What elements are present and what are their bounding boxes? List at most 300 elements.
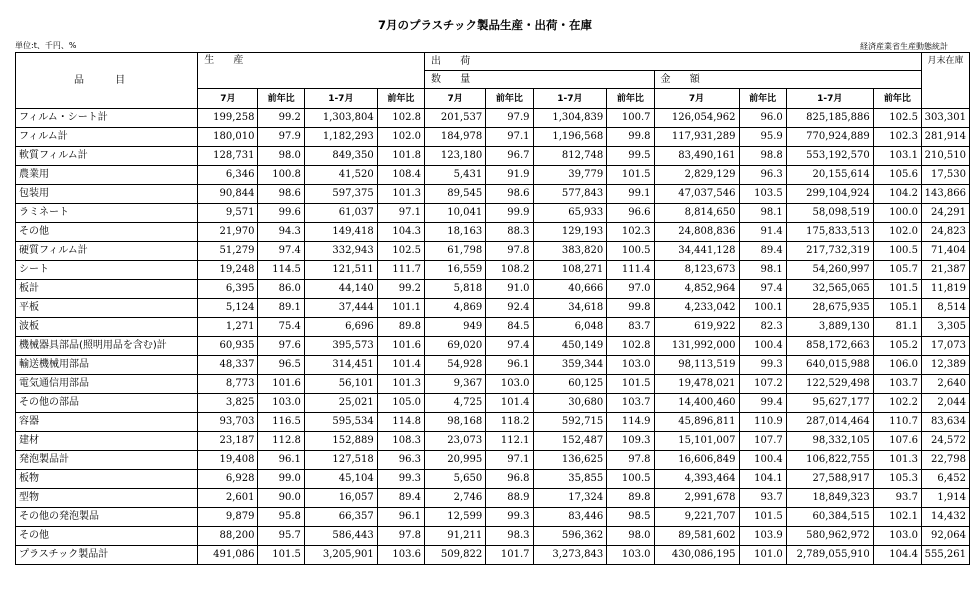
table-cell: 101.0 — [739, 546, 786, 565]
table-cell: 102.0 — [377, 128, 424, 147]
table-cell: 217,732,319 — [786, 242, 873, 261]
table-cell: 98.6 — [258, 185, 304, 204]
row-item-name: 農業用 — [16, 166, 198, 185]
table-row — [16, 147, 970, 166]
table-cell: 93,703 — [198, 413, 258, 432]
table-row — [16, 451, 970, 470]
table-cell: 89.8 — [377, 318, 424, 337]
table-cell: 175,833,513 — [786, 223, 873, 242]
table-cell: 103.0 — [873, 527, 921, 546]
table-cell: 99.3 — [486, 508, 533, 527]
table-cell: 103.0 — [486, 375, 533, 394]
table-cell: 17,530 — [921, 166, 969, 185]
table-cell: 60,125 — [533, 375, 607, 394]
table-cell: 11,819 — [921, 280, 969, 299]
table-cell: 6,395 — [198, 280, 258, 299]
page-title: 7月のプラスチック製品生産・出荷・在庫 — [377, 18, 593, 32]
table-cell: 98.1 — [739, 261, 786, 280]
table-cell: 99.8 — [607, 128, 654, 147]
table-cell: 20,995 — [425, 451, 486, 470]
table-cell: 450,149 — [533, 337, 607, 356]
table-cell: 6,696 — [304, 318, 377, 337]
table-cell: 98.0 — [607, 527, 654, 546]
table-cell: 108.2 — [486, 261, 533, 280]
table-cell: 5,431 — [425, 166, 486, 185]
table-cell: 201,537 — [425, 109, 486, 128]
header-yoy: 前年比 — [377, 89, 424, 109]
header-shipment: 出 荷 — [425, 53, 922, 71]
table-row — [16, 185, 970, 204]
table-cell: 105.2 — [873, 337, 921, 356]
table-cell: 98,113,519 — [654, 356, 739, 375]
table-cell: 75.4 — [258, 318, 304, 337]
table-cell: 108,271 — [533, 261, 607, 280]
table-cell: 3,889,130 — [786, 318, 873, 337]
row-item-name: フィルム・シート計 — [16, 109, 198, 128]
header-inventory: 月末在庫 — [921, 53, 969, 109]
table-cell: 101.6 — [377, 337, 424, 356]
table-cell: 98.1 — [739, 204, 786, 223]
table-cell: 99.8 — [607, 299, 654, 318]
table-cell: 101.5 — [607, 375, 654, 394]
table-cell: 825,185,886 — [786, 109, 873, 128]
table-cell: 19,478,021 — [654, 375, 739, 394]
table-cell: 101.5 — [739, 508, 786, 527]
table-cell: 34,618 — [533, 299, 607, 318]
table-cell: 95.8 — [258, 508, 304, 527]
row-item-name: 板物 — [16, 470, 198, 489]
table-cell: 65,933 — [533, 204, 607, 223]
table-cell: 1,271 — [198, 318, 258, 337]
table-row — [16, 280, 970, 299]
table-cell: 89.4 — [739, 242, 786, 261]
table-cell: 99.3 — [377, 470, 424, 489]
table-cell: 98.3 — [486, 527, 533, 546]
table-cell: 595,534 — [304, 413, 377, 432]
table-cell: 91,211 — [425, 527, 486, 546]
table-cell: 149,418 — [304, 223, 377, 242]
row-item-name: 板計 — [16, 280, 198, 299]
table-cell: 15,101,007 — [654, 432, 739, 451]
table-cell: 180,010 — [198, 128, 258, 147]
table-cell: 92.4 — [486, 299, 533, 318]
table-cell: 97.4 — [739, 280, 786, 299]
table-cell: 83,446 — [533, 508, 607, 527]
table-cell: 314,451 — [304, 356, 377, 375]
table-cell: 18,163 — [425, 223, 486, 242]
table-cell: 8,773 — [198, 375, 258, 394]
row-item-name: その他 — [16, 527, 198, 546]
table-cell: 100.5 — [873, 242, 921, 261]
table-cell: 98.5 — [607, 508, 654, 527]
table-row — [16, 375, 970, 394]
table-cell: 101.7 — [486, 546, 533, 565]
table-cell: 4,233,042 — [654, 299, 739, 318]
table-cell: 12,599 — [425, 508, 486, 527]
row-item-name: その他の部品 — [16, 394, 198, 413]
table-row — [16, 432, 970, 451]
table-cell: 92,064 — [921, 527, 969, 546]
table-cell: 98,168 — [425, 413, 486, 432]
header-yoy: 前年比 — [739, 89, 786, 109]
table-cell: 51,279 — [198, 242, 258, 261]
table-cell: 98.0 — [258, 147, 304, 166]
table-cell: 143,866 — [921, 185, 969, 204]
table-cell: 96.3 — [739, 166, 786, 185]
table-cell: 105.6 — [873, 166, 921, 185]
table-cell: 136,625 — [533, 451, 607, 470]
table-cell: 96.5 — [258, 356, 304, 375]
table-row — [16, 470, 970, 489]
table-cell: 93.7 — [739, 489, 786, 508]
table-cell: 24,572 — [921, 432, 969, 451]
table-cell: 121,511 — [304, 261, 377, 280]
table-cell: 100.4 — [739, 451, 786, 470]
table-cell: 71,404 — [921, 242, 969, 261]
table-cell: 1,303,804 — [304, 109, 377, 128]
table-cell: 16,559 — [425, 261, 486, 280]
header-ytd: 1-7月 — [786, 89, 873, 109]
table-cell: 102.5 — [377, 242, 424, 261]
table-cell: 41,520 — [304, 166, 377, 185]
table-cell: 2,601 — [198, 489, 258, 508]
table-cell: 94.3 — [258, 223, 304, 242]
table-cell: 97.4 — [486, 337, 533, 356]
table-cell: 491,086 — [198, 546, 258, 565]
table-cell: 17,324 — [533, 489, 607, 508]
row-item-name: 機械器具部品(照明用品を含む)計 — [16, 337, 198, 356]
table-cell: 89.8 — [607, 489, 654, 508]
table-cell: 20,155,614 — [786, 166, 873, 185]
table-cell: 6,048 — [533, 318, 607, 337]
table-cell: 184,978 — [425, 128, 486, 147]
row-item-name: フィルム計 — [16, 128, 198, 147]
table-cell: 104.2 — [873, 185, 921, 204]
header-month: 7月 — [654, 89, 739, 109]
unit-note: 単位:t、千円、% — [15, 41, 77, 50]
table-cell: 9,571 — [198, 204, 258, 223]
table-cell: 96.8 — [486, 470, 533, 489]
table-cell: 152,487 — [533, 432, 607, 451]
table-row — [16, 261, 970, 280]
table-cell: 103.0 — [258, 394, 304, 413]
table-cell: 101.5 — [258, 546, 304, 565]
table-cell: 99.9 — [486, 204, 533, 223]
table-cell: 102.8 — [377, 109, 424, 128]
table-cell: 299,104,924 — [786, 185, 873, 204]
table-cell: 89.1 — [258, 299, 304, 318]
table-cell: 60,384,515 — [786, 508, 873, 527]
table-cell: 9,367 — [425, 375, 486, 394]
table-cell: 99.6 — [258, 204, 304, 223]
table-cell: 97.6 — [258, 337, 304, 356]
table-cell: 5,124 — [198, 299, 258, 318]
table-cell: 61,037 — [304, 204, 377, 223]
table-cell: 812,748 — [533, 147, 607, 166]
table-cell: 114.5 — [258, 261, 304, 280]
table-cell: 47,037,546 — [654, 185, 739, 204]
table-cell: 96.0 — [739, 109, 786, 128]
table-cell: 97.1 — [377, 204, 424, 223]
table-cell: 9,879 — [198, 508, 258, 527]
table-cell: 107.6 — [873, 432, 921, 451]
table-cell: 96.1 — [258, 451, 304, 470]
table-cell: 97.8 — [486, 242, 533, 261]
table-cell: 97.9 — [258, 128, 304, 147]
table-cell: 152,889 — [304, 432, 377, 451]
header-ytd: 1-7月 — [304, 89, 377, 109]
table-cell: 383,820 — [533, 242, 607, 261]
table-cell: 95,627,177 — [786, 394, 873, 413]
table-cell: 640,015,988 — [786, 356, 873, 375]
table-cell: 100.5 — [607, 242, 654, 261]
table-cell: 97.8 — [377, 527, 424, 546]
table-cell: 99.4 — [739, 394, 786, 413]
table-cell: 8,514 — [921, 299, 969, 318]
table-row — [16, 318, 970, 337]
table-cell: 103.7 — [873, 375, 921, 394]
table-cell: 44,140 — [304, 280, 377, 299]
table-cell: 117,931,289 — [654, 128, 739, 147]
table-cell: 97.1 — [486, 128, 533, 147]
table-cell: 359,344 — [533, 356, 607, 375]
table-cell: 90,844 — [198, 185, 258, 204]
table-cell: 287,014,464 — [786, 413, 873, 432]
table-cell: 949 — [425, 318, 486, 337]
table-cell: 101.4 — [486, 394, 533, 413]
table-cell: 40,666 — [533, 280, 607, 299]
table-cell: 96.1 — [377, 508, 424, 527]
table-cell: 858,172,663 — [786, 337, 873, 356]
table-cell: 107.7 — [739, 432, 786, 451]
table-cell: 101.1 — [377, 299, 424, 318]
table-cell: 103.1 — [873, 147, 921, 166]
table-cell: 1,196,568 — [533, 128, 607, 147]
table-cell: 592,715 — [533, 413, 607, 432]
table-cell: 97.1 — [486, 451, 533, 470]
table-cell: 100.1 — [739, 299, 786, 318]
table-cell: 22,798 — [921, 451, 969, 470]
table-row — [16, 242, 970, 261]
table-cell: 19,248 — [198, 261, 258, 280]
table-cell: 37,444 — [304, 299, 377, 318]
table-cell: 104.3 — [377, 223, 424, 242]
table-cell: 83,490,161 — [654, 147, 739, 166]
table-cell: 332,943 — [304, 242, 377, 261]
table-cell: 25,021 — [304, 394, 377, 413]
table-cell: 100.5 — [607, 470, 654, 489]
table-row — [16, 128, 970, 147]
table-cell: 99.5 — [607, 147, 654, 166]
table-cell: 127,518 — [304, 451, 377, 470]
table-cell: 58,098,519 — [786, 204, 873, 223]
table-cell: 103.0 — [607, 546, 654, 565]
table-cell: 1,914 — [921, 489, 969, 508]
header-yoy: 前年比 — [486, 89, 533, 109]
table-cell: 509,822 — [425, 546, 486, 565]
table-cell: 97.4 — [258, 242, 304, 261]
table-cell: 199,258 — [198, 109, 258, 128]
row-item-name: 電気通信用部品 — [16, 375, 198, 394]
header-month: 7月 — [198, 89, 258, 109]
table-cell: 101.3 — [377, 375, 424, 394]
table-cell: 45,104 — [304, 470, 377, 489]
table-cell: 102.3 — [607, 223, 654, 242]
table-row — [16, 413, 970, 432]
table-cell: 8,814,650 — [654, 204, 739, 223]
table-cell: 96.3 — [377, 451, 424, 470]
table-cell: 101.4 — [377, 356, 424, 375]
table-cell: 96.7 — [486, 147, 533, 166]
table-cell: 101.5 — [873, 280, 921, 299]
row-item-name: 輸送機械用部品 — [16, 356, 198, 375]
table-cell: 21,970 — [198, 223, 258, 242]
row-item-name: 硬質フィルム計 — [16, 242, 198, 261]
row-item-name: 型物 — [16, 489, 198, 508]
table-body — [16, 109, 970, 565]
table-cell: 95.9 — [739, 128, 786, 147]
table-cell: 103.6 — [377, 546, 424, 565]
table-cell: 597,375 — [304, 185, 377, 204]
row-item-name: 包装用 — [16, 185, 198, 204]
table-cell: 555,261 — [921, 546, 969, 565]
table-cell: 14,400,460 — [654, 394, 739, 413]
table-cell: 105.7 — [873, 261, 921, 280]
table-cell: 103.7 — [607, 394, 654, 413]
header-item: 品 目 — [16, 53, 198, 109]
table-cell: 122,529,498 — [786, 375, 873, 394]
table-cell: 3,305 — [921, 318, 969, 337]
table-cell: 106,822,755 — [786, 451, 873, 470]
table-cell: 95.7 — [258, 527, 304, 546]
table-cell: 106.0 — [873, 356, 921, 375]
table-cell: 6,452 — [921, 470, 969, 489]
table-cell: 91.4 — [739, 223, 786, 242]
table-cell: 100.0 — [873, 204, 921, 223]
table-cell: 83,634 — [921, 413, 969, 432]
row-item-name: 軟質フィルム計 — [16, 147, 198, 166]
table-row — [16, 394, 970, 413]
table-cell: 89,545 — [425, 185, 486, 204]
table-cell: 28,675,935 — [786, 299, 873, 318]
table-cell: 90.0 — [258, 489, 304, 508]
table-cell: 108.4 — [377, 166, 424, 185]
table-cell: 99.3 — [739, 356, 786, 375]
table-cell: 54,928 — [425, 356, 486, 375]
table-cell: 577,843 — [533, 185, 607, 204]
table-cell: 99.1 — [607, 185, 654, 204]
table-cell: 101.3 — [377, 185, 424, 204]
row-item-name: ラミネート — [16, 204, 198, 223]
table-cell: 107.2 — [739, 375, 786, 394]
table-cell: 102.0 — [873, 223, 921, 242]
table-cell: 83.7 — [607, 318, 654, 337]
table-cell: 553,192,570 — [786, 147, 873, 166]
table-row — [16, 489, 970, 508]
table-cell: 303,301 — [921, 109, 969, 128]
table-cell: 102.8 — [607, 337, 654, 356]
table-cell: 101.3 — [873, 451, 921, 470]
row-item-name: プラスチック製品計 — [16, 546, 198, 565]
table-cell: 5,818 — [425, 280, 486, 299]
table-cell: 105.1 — [873, 299, 921, 318]
table-cell: 14,432 — [921, 508, 969, 527]
table-cell: 27,588,917 — [786, 470, 873, 489]
table-row — [16, 527, 970, 546]
row-item-name: 容器 — [16, 413, 198, 432]
table-cell: 4,725 — [425, 394, 486, 413]
table-cell: 69,020 — [425, 337, 486, 356]
table-cell: 60,935 — [198, 337, 258, 356]
header-yoy: 前年比 — [258, 89, 304, 109]
table-cell: 34,441,128 — [654, 242, 739, 261]
table-cell: 84.5 — [486, 318, 533, 337]
table-row — [16, 356, 970, 375]
table-cell: 131,992,000 — [654, 337, 739, 356]
table-cell: 111.7 — [377, 261, 424, 280]
table-cell: 91.0 — [486, 280, 533, 299]
table-cell: 4,869 — [425, 299, 486, 318]
table-row — [16, 204, 970, 223]
table-cell: 45,896,811 — [654, 413, 739, 432]
table-cell: 109.3 — [607, 432, 654, 451]
table-cell: 100.8 — [258, 166, 304, 185]
header-yoy: 前年比 — [873, 89, 921, 109]
table-cell: 110.9 — [739, 413, 786, 432]
table-cell: 93.7 — [873, 489, 921, 508]
table-cell: 23,187 — [198, 432, 258, 451]
table-cell: 102.3 — [873, 128, 921, 147]
table-cell: 2,991,678 — [654, 489, 739, 508]
table-cell: 88,200 — [198, 527, 258, 546]
table-cell: 112.1 — [486, 432, 533, 451]
table-cell: 102.1 — [873, 508, 921, 527]
table-cell: 3,825 — [198, 394, 258, 413]
table-cell: 99.0 — [258, 470, 304, 489]
table-cell: 596,362 — [533, 527, 607, 546]
table-cell: 586,443 — [304, 527, 377, 546]
table-cell: 100.7 — [607, 109, 654, 128]
table-cell: 32,565,065 — [786, 280, 873, 299]
table-cell: 2,829,129 — [654, 166, 739, 185]
table-cell: 96.6 — [607, 204, 654, 223]
table-cell: 2,640 — [921, 375, 969, 394]
table-cell: 16,057 — [304, 489, 377, 508]
table-row — [16, 546, 970, 565]
table-row — [16, 166, 970, 185]
table-cell: 24,823 — [921, 223, 969, 242]
table-cell: 54,260,997 — [786, 261, 873, 280]
table-cell: 108.3 — [377, 432, 424, 451]
table-cell: 102.2 — [873, 394, 921, 413]
table-cell: 101.6 — [258, 375, 304, 394]
table-cell: 103.9 — [739, 527, 786, 546]
table-cell: 2,789,055,910 — [786, 546, 873, 565]
row-item-name: 建材 — [16, 432, 198, 451]
table-cell: 86.0 — [258, 280, 304, 299]
table-cell: 30,680 — [533, 394, 607, 413]
table-cell: 110.7 — [873, 413, 921, 432]
table-cell: 98.6 — [486, 185, 533, 204]
table-cell: 3,273,843 — [533, 546, 607, 565]
table-cell: 770,924,889 — [786, 128, 873, 147]
table-cell: 39,779 — [533, 166, 607, 185]
table-row — [16, 299, 970, 318]
table-cell: 97.8 — [607, 451, 654, 470]
table-cell: 114.8 — [377, 413, 424, 432]
table-cell: 105.0 — [377, 394, 424, 413]
table-cell: 128,731 — [198, 147, 258, 166]
